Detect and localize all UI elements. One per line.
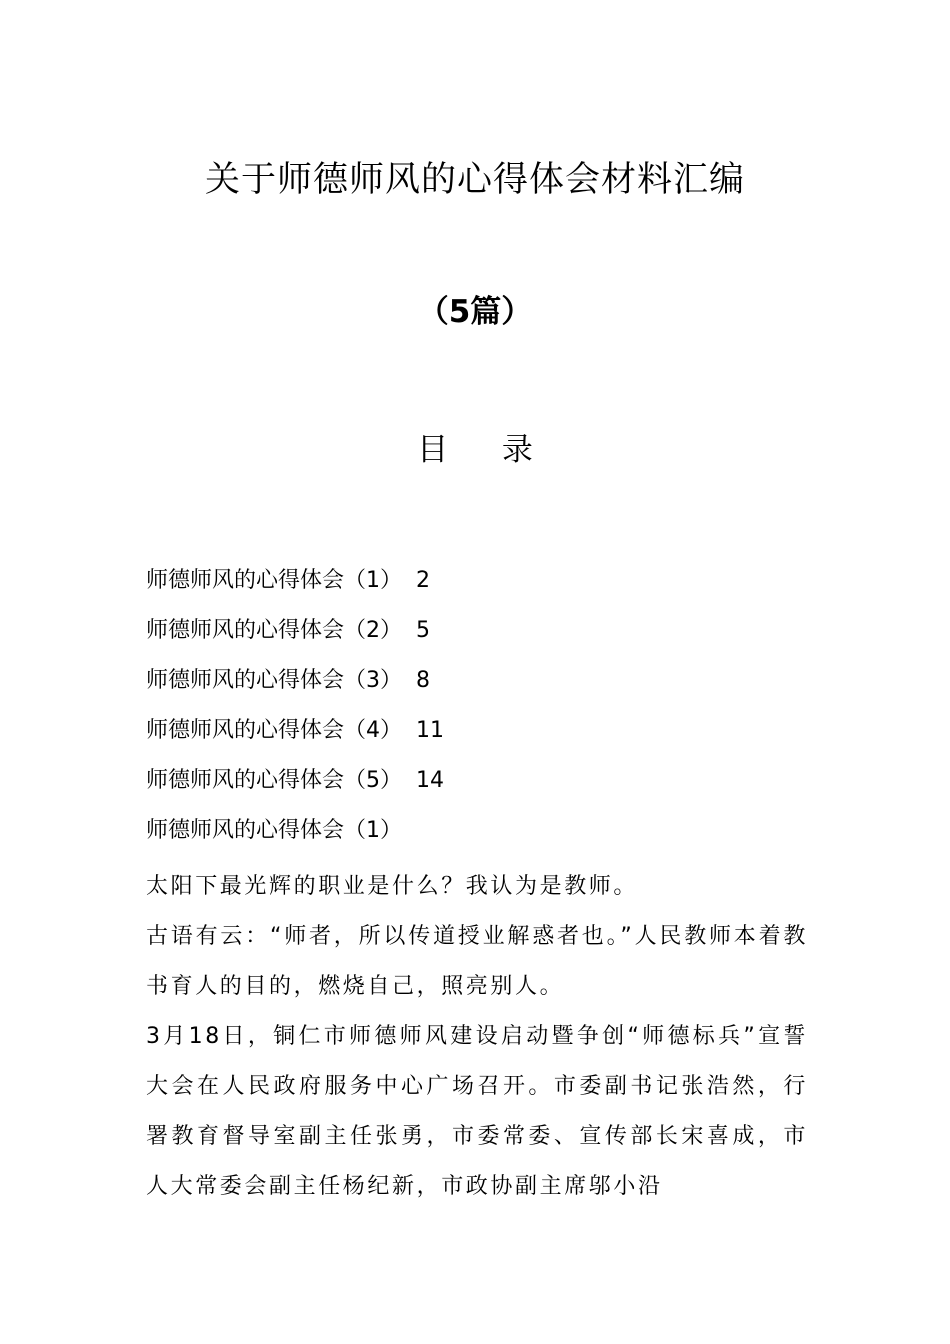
toc-entry-title: 师德师风的心得体会（4） (146, 718, 402, 743)
toc-entry-page: 8 (416, 668, 430, 693)
toc-entry[interactable] (146, 712, 444, 762)
toc-entry-title: 师德师风的心得体会（2） (146, 618, 402, 643)
toc-entry-page: 2 (416, 568, 430, 593)
toc-heading: 目 录 (417, 432, 555, 468)
toc-entry-page: 5 (416, 618, 430, 643)
toc-entry-page: 11 (416, 718, 444, 743)
toc-entry[interactable] (146, 662, 444, 712)
toc-entry-title: 师德师风的心得体会（1） (146, 568, 402, 593)
table-of-contents (146, 562, 444, 812)
paragraph: 古语有云：“师者，所以传道授业解惑者也。”人民教师本着教书育人的目的，燃烧自己，照亮别人。 (146, 924, 808, 999)
body-text (146, 812, 808, 1212)
document-subtitle: （5篇） (417, 294, 533, 330)
toc-entry[interactable] (146, 762, 444, 812)
document-title: 关于师德师风的心得体会材料汇编 (204, 160, 745, 200)
section-heading: 师德师风的心得体会（1） (146, 818, 402, 843)
paragraph: 太阳下最光辉的职业是什么？我认为是教师。 (146, 874, 639, 899)
toc-entry[interactable] (146, 612, 444, 662)
paragraph: 3月18日，铜仁市师德师风建设启动暨争创“师德标兵”宣誓大会在人民政府服务中心广场召开。市委副书记张浩然，行署教育督导室副主任张勇，市委常委、宣传部长宋喜成，市人大常委会副主任杨纪新，市政协副主席邬小沿 (146, 1024, 808, 1199)
toc-entry[interactable] (146, 562, 444, 612)
toc-entry-title: 师德师风的心得体会（3） (146, 668, 402, 693)
toc-entry-page: 14 (416, 768, 444, 793)
toc-entry-title: 师德师风的心得体会（5） (146, 768, 402, 793)
